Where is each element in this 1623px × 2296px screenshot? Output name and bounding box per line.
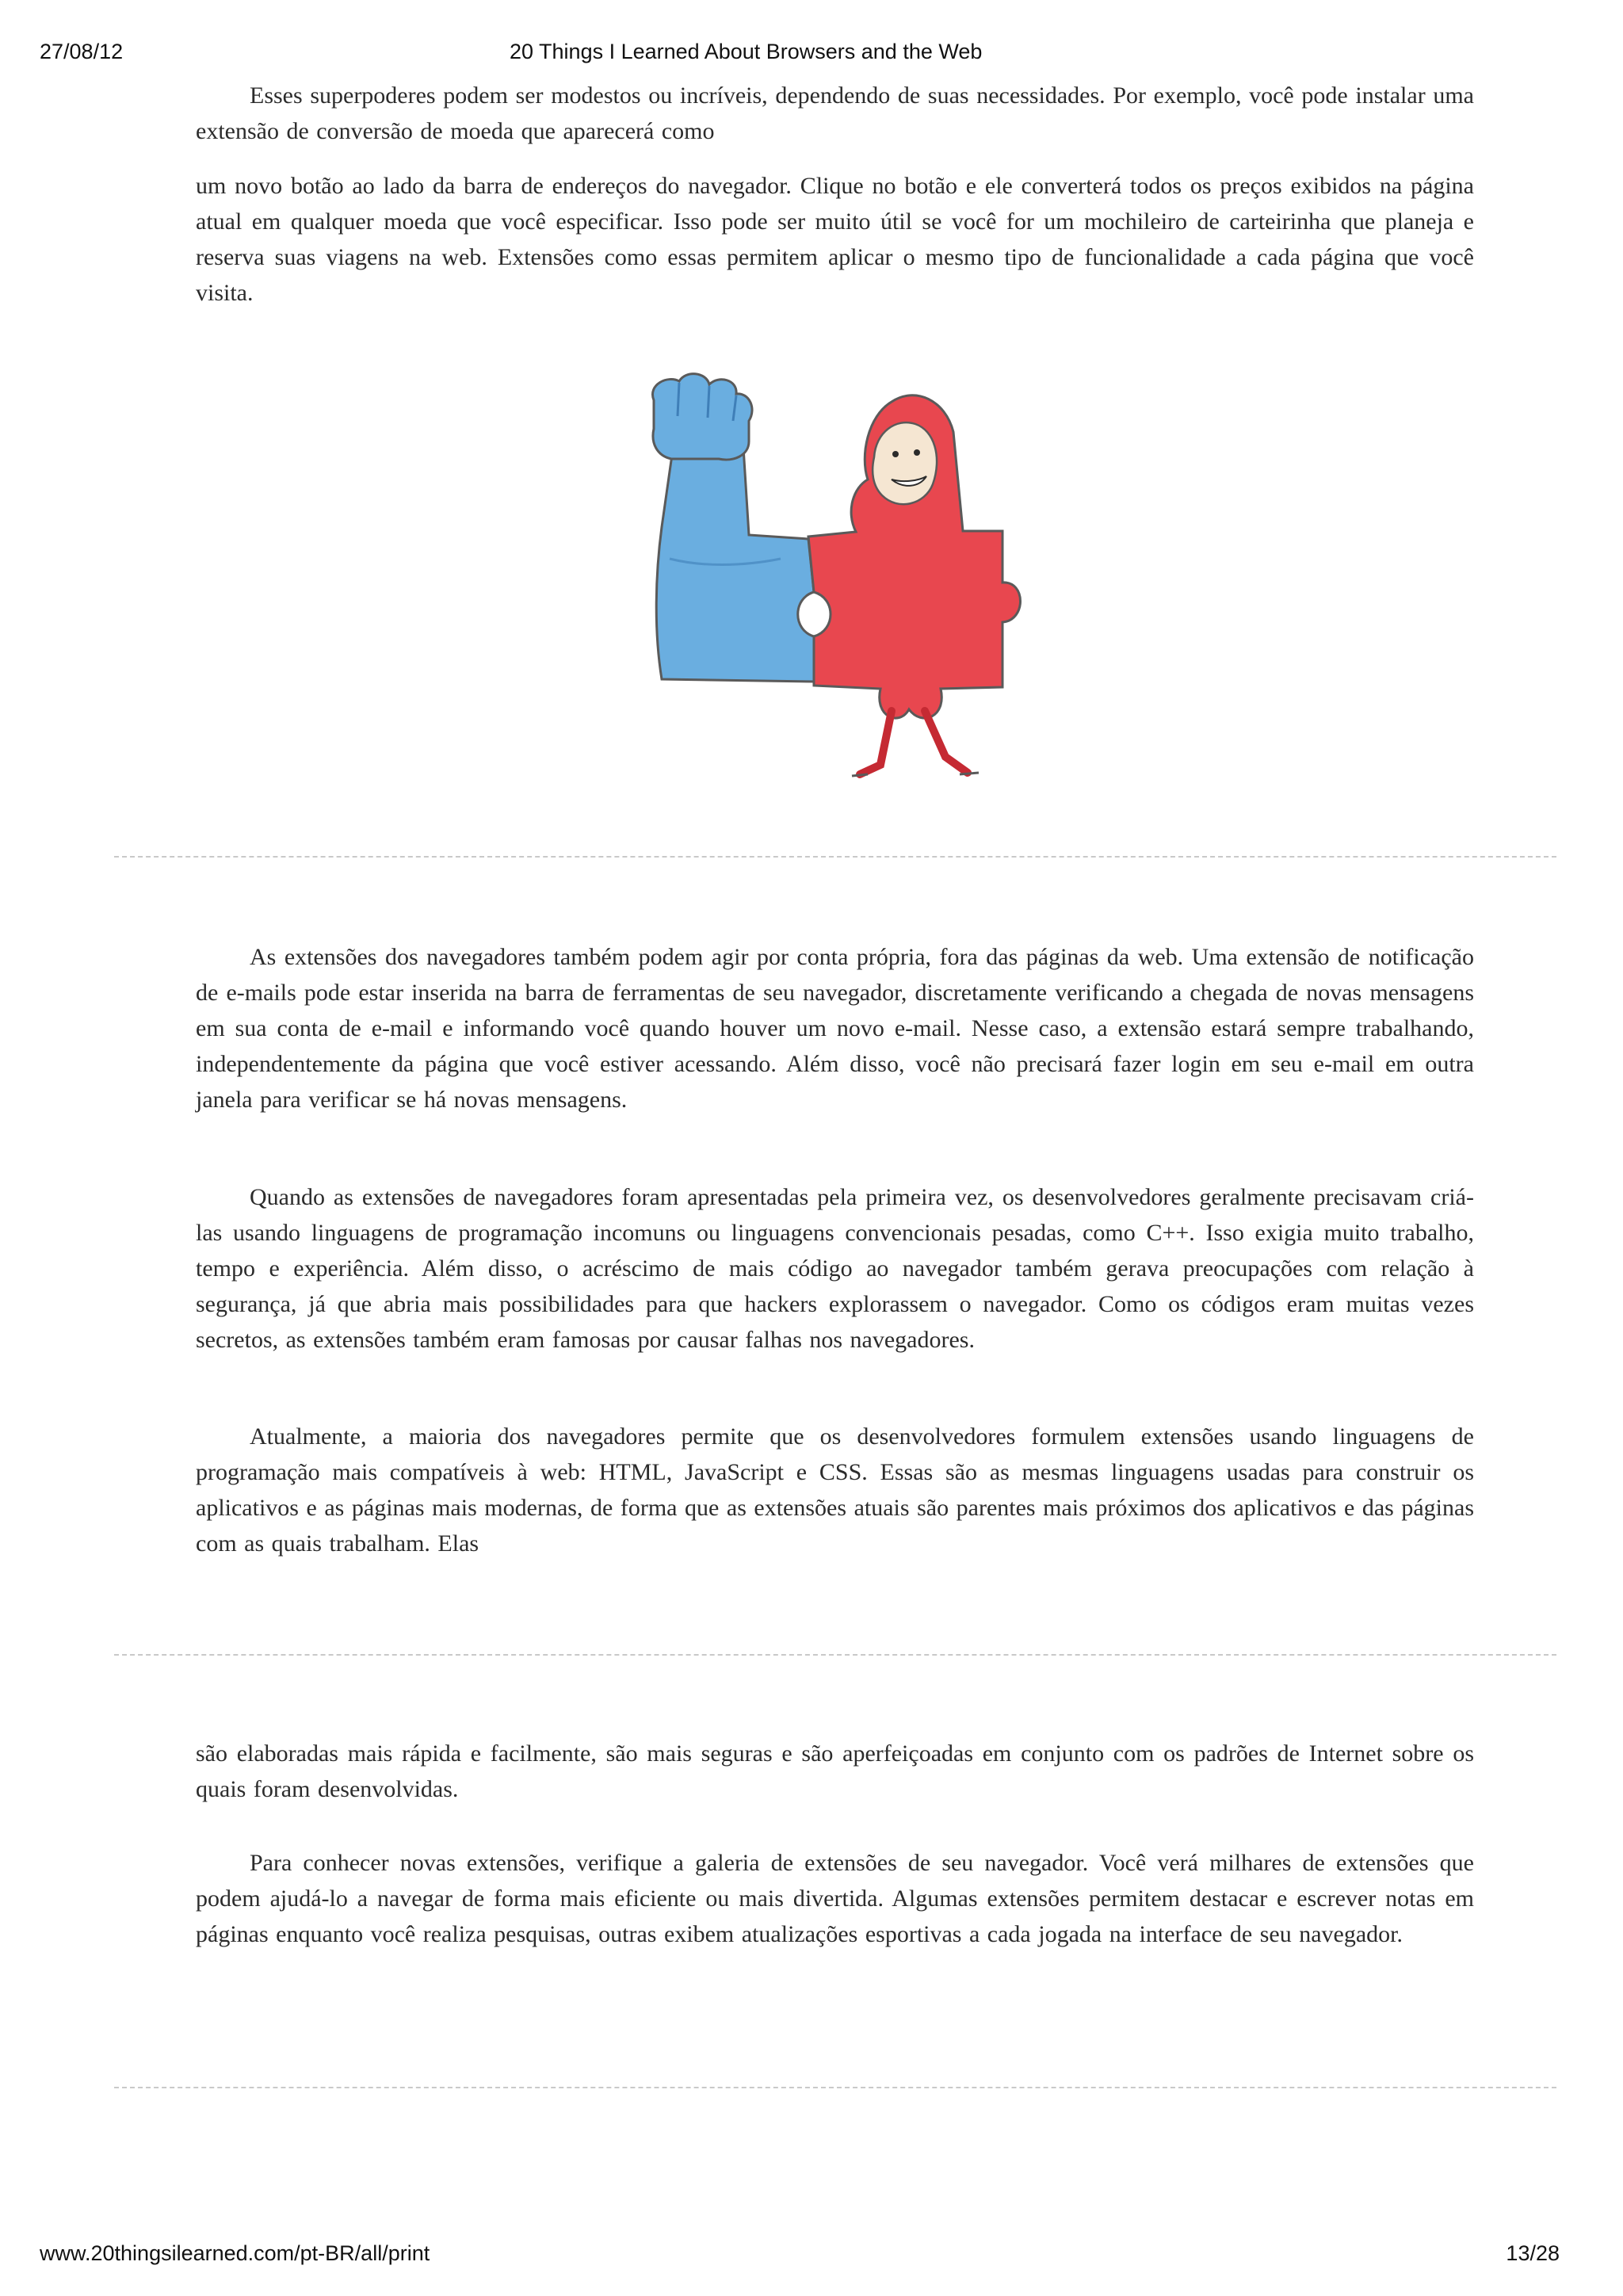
section-divider — [114, 2087, 1556, 2088]
paragraph-superpowers — [196, 78, 1474, 149]
paragraph-modern-extensions — [196, 1419, 1474, 1561]
paragraph-text: um novo botão ao lado da barra de endereços do navegador. Clique no botão e ele converterá todos os preços exibidos na página atual em qualquer moeda que você especificar. Isso pode ser muito útil se você for um mochileiro de carteirinha que planeja e reserva suas viagens na web. Extensões como essas permitem aplicar o mesmo tipo de funcionalidade a cada página que você visita. — [196, 173, 1474, 306]
right-leg — [925, 711, 968, 773]
left-leg — [860, 711, 892, 774]
paragraph-text: Quando as extensões de navegadores foram apresentadas pela primeira vez, os desenvolvedores geralmente precisavam criá-las usando linguagens de programação incomuns ou linguagens convencionais pesadas, como C++. Isso exigia muito trabalho, tempo e experiência. Além disso, o acréscimo de mais código ao navegador também gerava preocupações com relação à segurança, já que abria mais possibilidades para que hackers explorassem o navegador. Como os códigos eram muitas vezes secretos, as extensões também eram famosas por causar falhas nos navegadores. — [196, 1184, 1474, 1353]
print-page-number: 13/28 — [1506, 2241, 1560, 2265]
puzzle-piece-figure-with-flexing-arm-icon — [630, 369, 1042, 789]
paragraph-discover-extensions — [196, 1845, 1474, 1952]
section-divider — [114, 1654, 1556, 1656]
print-date: 27/08/12 — [40, 40, 124, 63]
extension-puzzle-illustration — [630, 369, 1042, 789]
paragraph-text: são elaboradas mais rápida e facilmente, são mais seguras e são aperfeiçoadas em conjunto com os padrões de Internet sobre os quais foram desenvolvidas. — [196, 1740, 1474, 1802]
section-divider — [114, 856, 1556, 858]
paragraph-currency-extension — [196, 168, 1474, 311]
paragraph-text: Atualmente, a maioria dos navegadores permite que os desenvolvedores formulem extensões usando linguagens de programação mais compatíveis à web: HTML, JavaScript e CSS. Essas são as mesmas linguagens usadas para construir os aplicativos e as páginas mais modernas, de forma que as extensões atuais são parentes mais próximos dos aplicativos e das páginas com as quais trabalham. Elas — [196, 1423, 1474, 1557]
paragraph-text: As extensões dos navegadores também podem agir por conta própria, fora das páginas da web. Uma extensão de notificação de e-mails pode estar inserida na barra de ferramentas de seu navegador, discretamente verificando a chegada de novas mensagens em sua conta de e-mail e informando você quando houver um novo e-mail. Nesse caso, a extensão estará sempre trabalhando, independentemente da página que você estiver acessando. Além disso, você não precisará fazer login em seu e-mail em outra janela para verificar se há novas mensagens. — [196, 944, 1474, 1113]
paragraph-text: Esses superpoderes podem ser modestos ou incríveis, dependendo de suas necessidades. Por exemplo, você pode instalar uma extensão de conversão de moeda que aparecerá como — [196, 82, 1474, 144]
face — [873, 422, 937, 504]
paragraph-standalone-extensions — [196, 939, 1474, 1117]
paragraph-history-extensions — [196, 1179, 1474, 1358]
print-footer-url: www.20thingsilearned.com/pt-BR/all/print — [40, 2241, 430, 2265]
fist — [653, 374, 753, 460]
paragraph-text: Para conhecer novas extensões, verifique a galeria de extensões de seu navegador. Você verá milhares de extensões que podem ajudá-lo a navegar de forma mais eficiente ou mais divertida. Algumas extensões permitem destacar e escrever notas em páginas enquanto você realiza pesquisas, outras exibem atualizações esportivas a cada jogada na interface de seu navegador. — [196, 1850, 1474, 1947]
print-header-title: 20 Things I Learned About Browsers and the Web — [510, 40, 983, 63]
paragraph-modern-extensions-continued — [196, 1736, 1474, 1807]
